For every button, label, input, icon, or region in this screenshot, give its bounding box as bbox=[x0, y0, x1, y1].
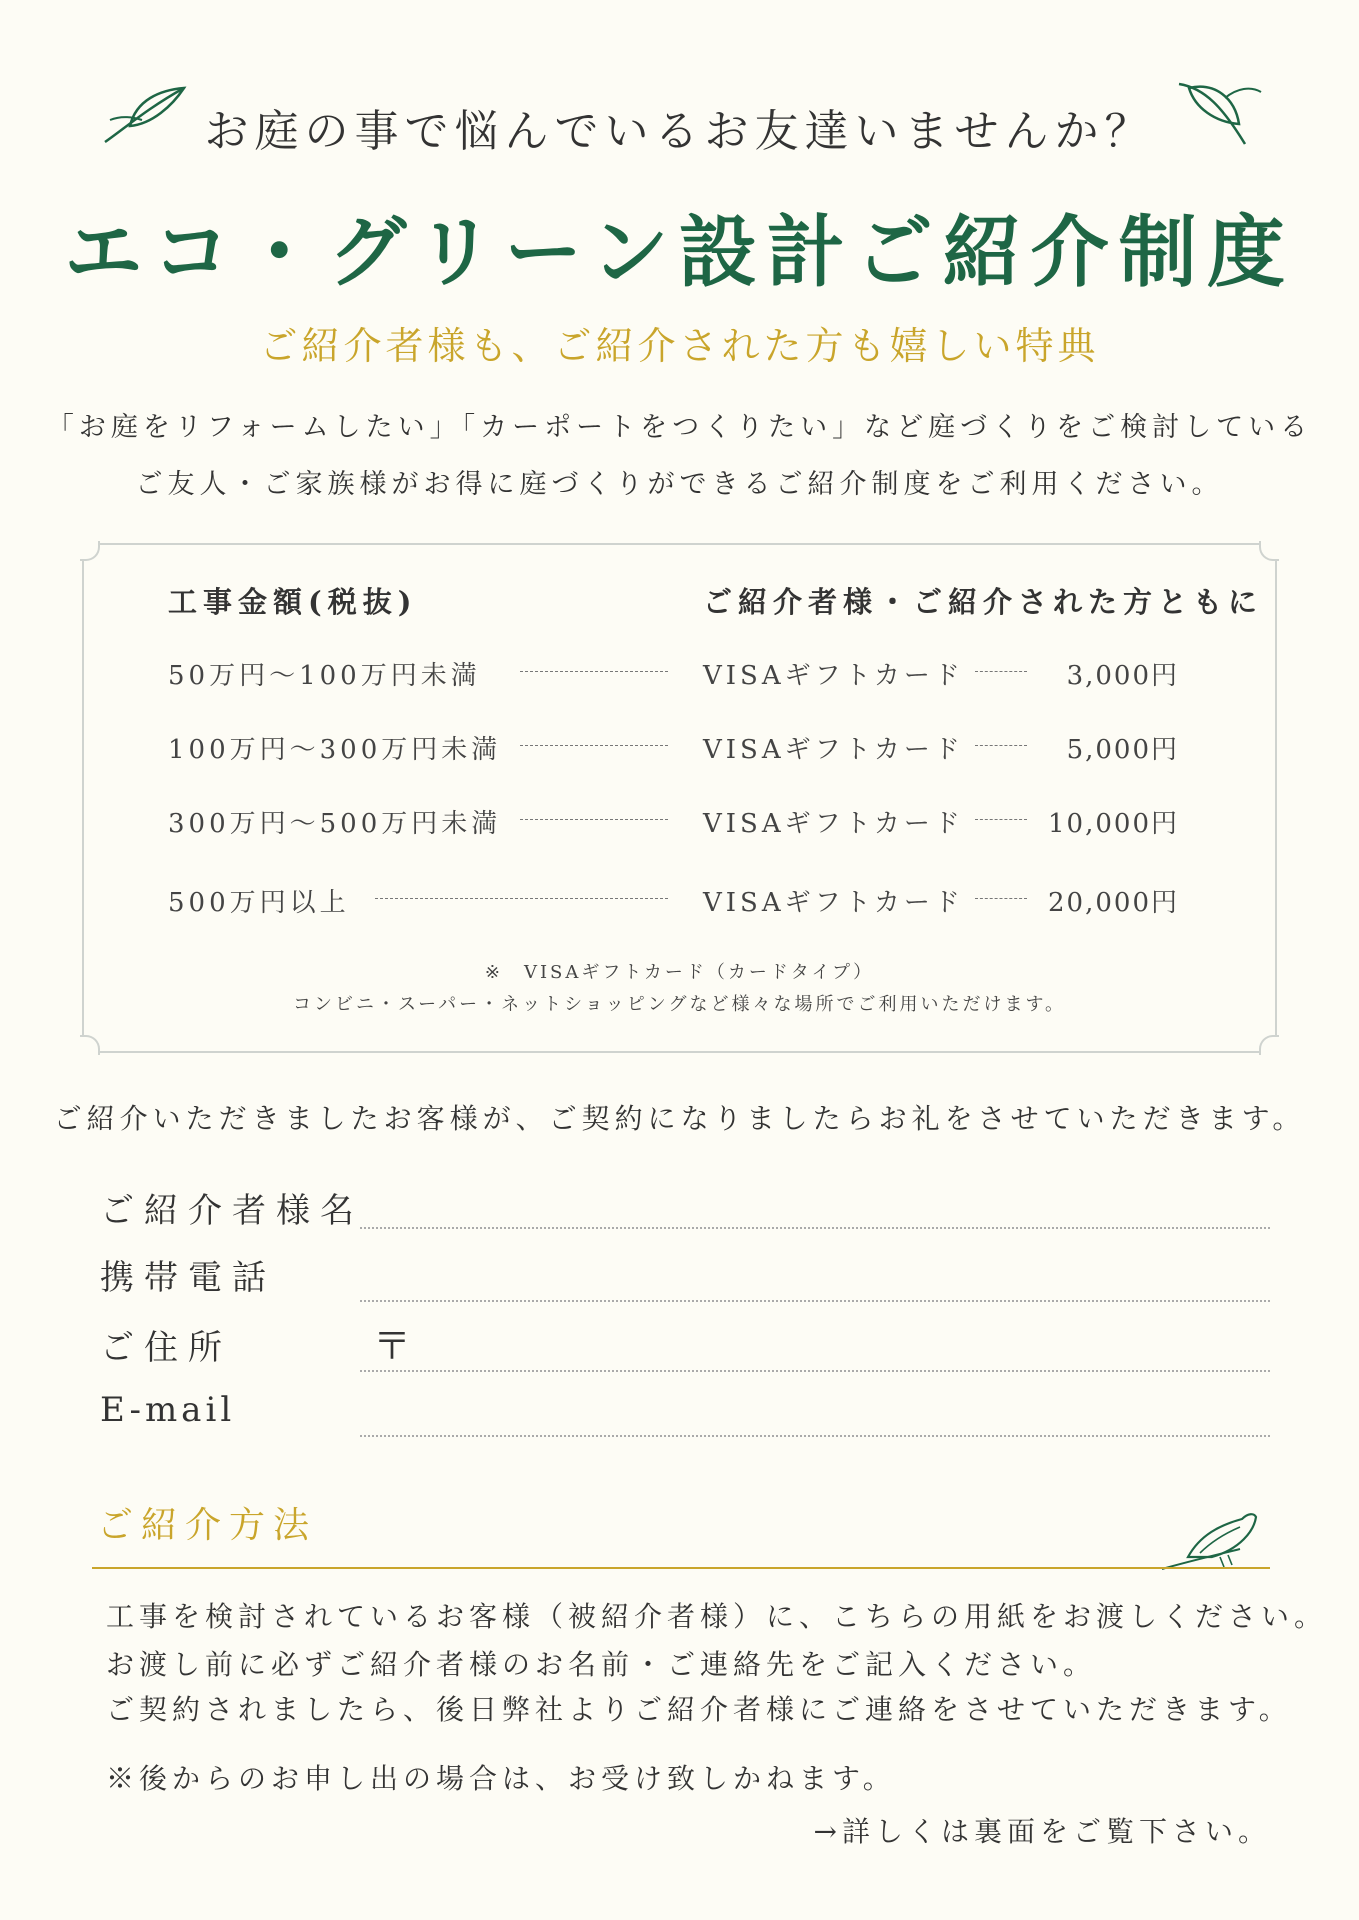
email-label: E-mail bbox=[100, 1390, 236, 1430]
leader-line bbox=[520, 671, 668, 672]
reward-card: VISAギフトカード bbox=[703, 661, 964, 691]
benefit-row bbox=[0, 803, 1359, 843]
leader-line bbox=[975, 819, 1027, 820]
bird-icon bbox=[1160, 1505, 1260, 1573]
reward-card: VISAギフトカード bbox=[703, 809, 964, 839]
reward-amount: 10,000円 bbox=[1048, 809, 1179, 839]
phone-field[interactable] bbox=[360, 1300, 1270, 1302]
column-header-reward: ご紹介者様・ご紹介された方ともに bbox=[703, 585, 1264, 619]
address-label: ご住所 bbox=[100, 1328, 232, 1368]
reward-amount: 20,000円 bbox=[1048, 888, 1179, 918]
reward-amount: 5,000円 bbox=[1066, 735, 1179, 765]
gift-card-usage-note: コンビニ・スーパー・ネットショッピングなど様々な場所でご利用いただけます。 bbox=[292, 994, 1067, 1015]
gift-card-note: ※ VISAギフトカード（カードタイプ） bbox=[484, 962, 875, 983]
leader-line bbox=[375, 898, 668, 899]
name-label: ご紹介者様名 bbox=[100, 1191, 364, 1231]
leader-line bbox=[975, 745, 1027, 746]
amount-range: 100万円～300万円未満 bbox=[168, 735, 502, 765]
page-title: エコ・グリーン設計ご紹介制度 bbox=[64, 207, 1295, 298]
leader-line bbox=[520, 745, 668, 746]
leader-line bbox=[520, 819, 668, 820]
method-line-1: 工事を検討されているお客様（被紹介者様）に、こちらの用紙をお渡しください。 bbox=[106, 1600, 1328, 1633]
postal-mark: 〒 bbox=[373, 1324, 412, 1368]
method-line-2: お渡し前に必ずご紹介者様のお名前・ご連絡先をご記入ください。 bbox=[106, 1648, 1097, 1681]
intro-line-1: 「お庭をリフォームしたい」「カーポートをつくりたい」など庭づくりをご検討している bbox=[46, 412, 1313, 443]
name-field[interactable] bbox=[360, 1227, 1270, 1229]
lead-question: お庭の事で悩んでいるお友達いませんか？ bbox=[204, 106, 1155, 157]
method-caution: ※後からのお申し出の場合は、お受け致しかねます。 bbox=[106, 1762, 896, 1795]
leader-line bbox=[975, 671, 1027, 672]
column-header-amount: 工事金額(税抜) bbox=[168, 585, 418, 619]
leader-line bbox=[975, 898, 1027, 899]
amount-range: 500万円以上 bbox=[168, 888, 350, 918]
address-field[interactable] bbox=[360, 1370, 1270, 1372]
see-reverse-note: →詳しくは裏面をご覧下さい。 bbox=[813, 1815, 1271, 1848]
benefit-row bbox=[0, 729, 1359, 769]
method-line-3: ご契約されましたら、後日弊社よりご紹介者様にご連絡をさせていただきます。 bbox=[106, 1693, 1292, 1726]
benefit-row bbox=[0, 882, 1359, 922]
amount-range: 300万円～500万円未満 bbox=[168, 809, 502, 839]
method-heading: ご紹介方法 bbox=[97, 1505, 318, 1546]
intro-line-2: ご友人・ご家族様がお得に庭づくりができるご紹介制度をご利用ください。 bbox=[135, 469, 1224, 500]
benefit-row bbox=[0, 655, 1359, 695]
phone-label: 携帯電話 bbox=[100, 1258, 276, 1298]
reward-amount: 3,000円 bbox=[1066, 661, 1179, 691]
reward-card: VISAギフトカード bbox=[703, 888, 964, 918]
page-subtitle: ご紹介者様も、ご紹介された方も嬉しい特典 bbox=[259, 324, 1100, 368]
amount-range: 50万円～100万円未満 bbox=[168, 661, 481, 691]
email-field[interactable] bbox=[360, 1435, 1270, 1437]
reward-card: VISAギフトカード bbox=[703, 735, 964, 765]
thanks-message: ご紹介いただきましたお客様が、ご契約になりましたらお礼をさせていただきます。 bbox=[53, 1102, 1306, 1135]
section-divider bbox=[92, 1567, 1270, 1569]
